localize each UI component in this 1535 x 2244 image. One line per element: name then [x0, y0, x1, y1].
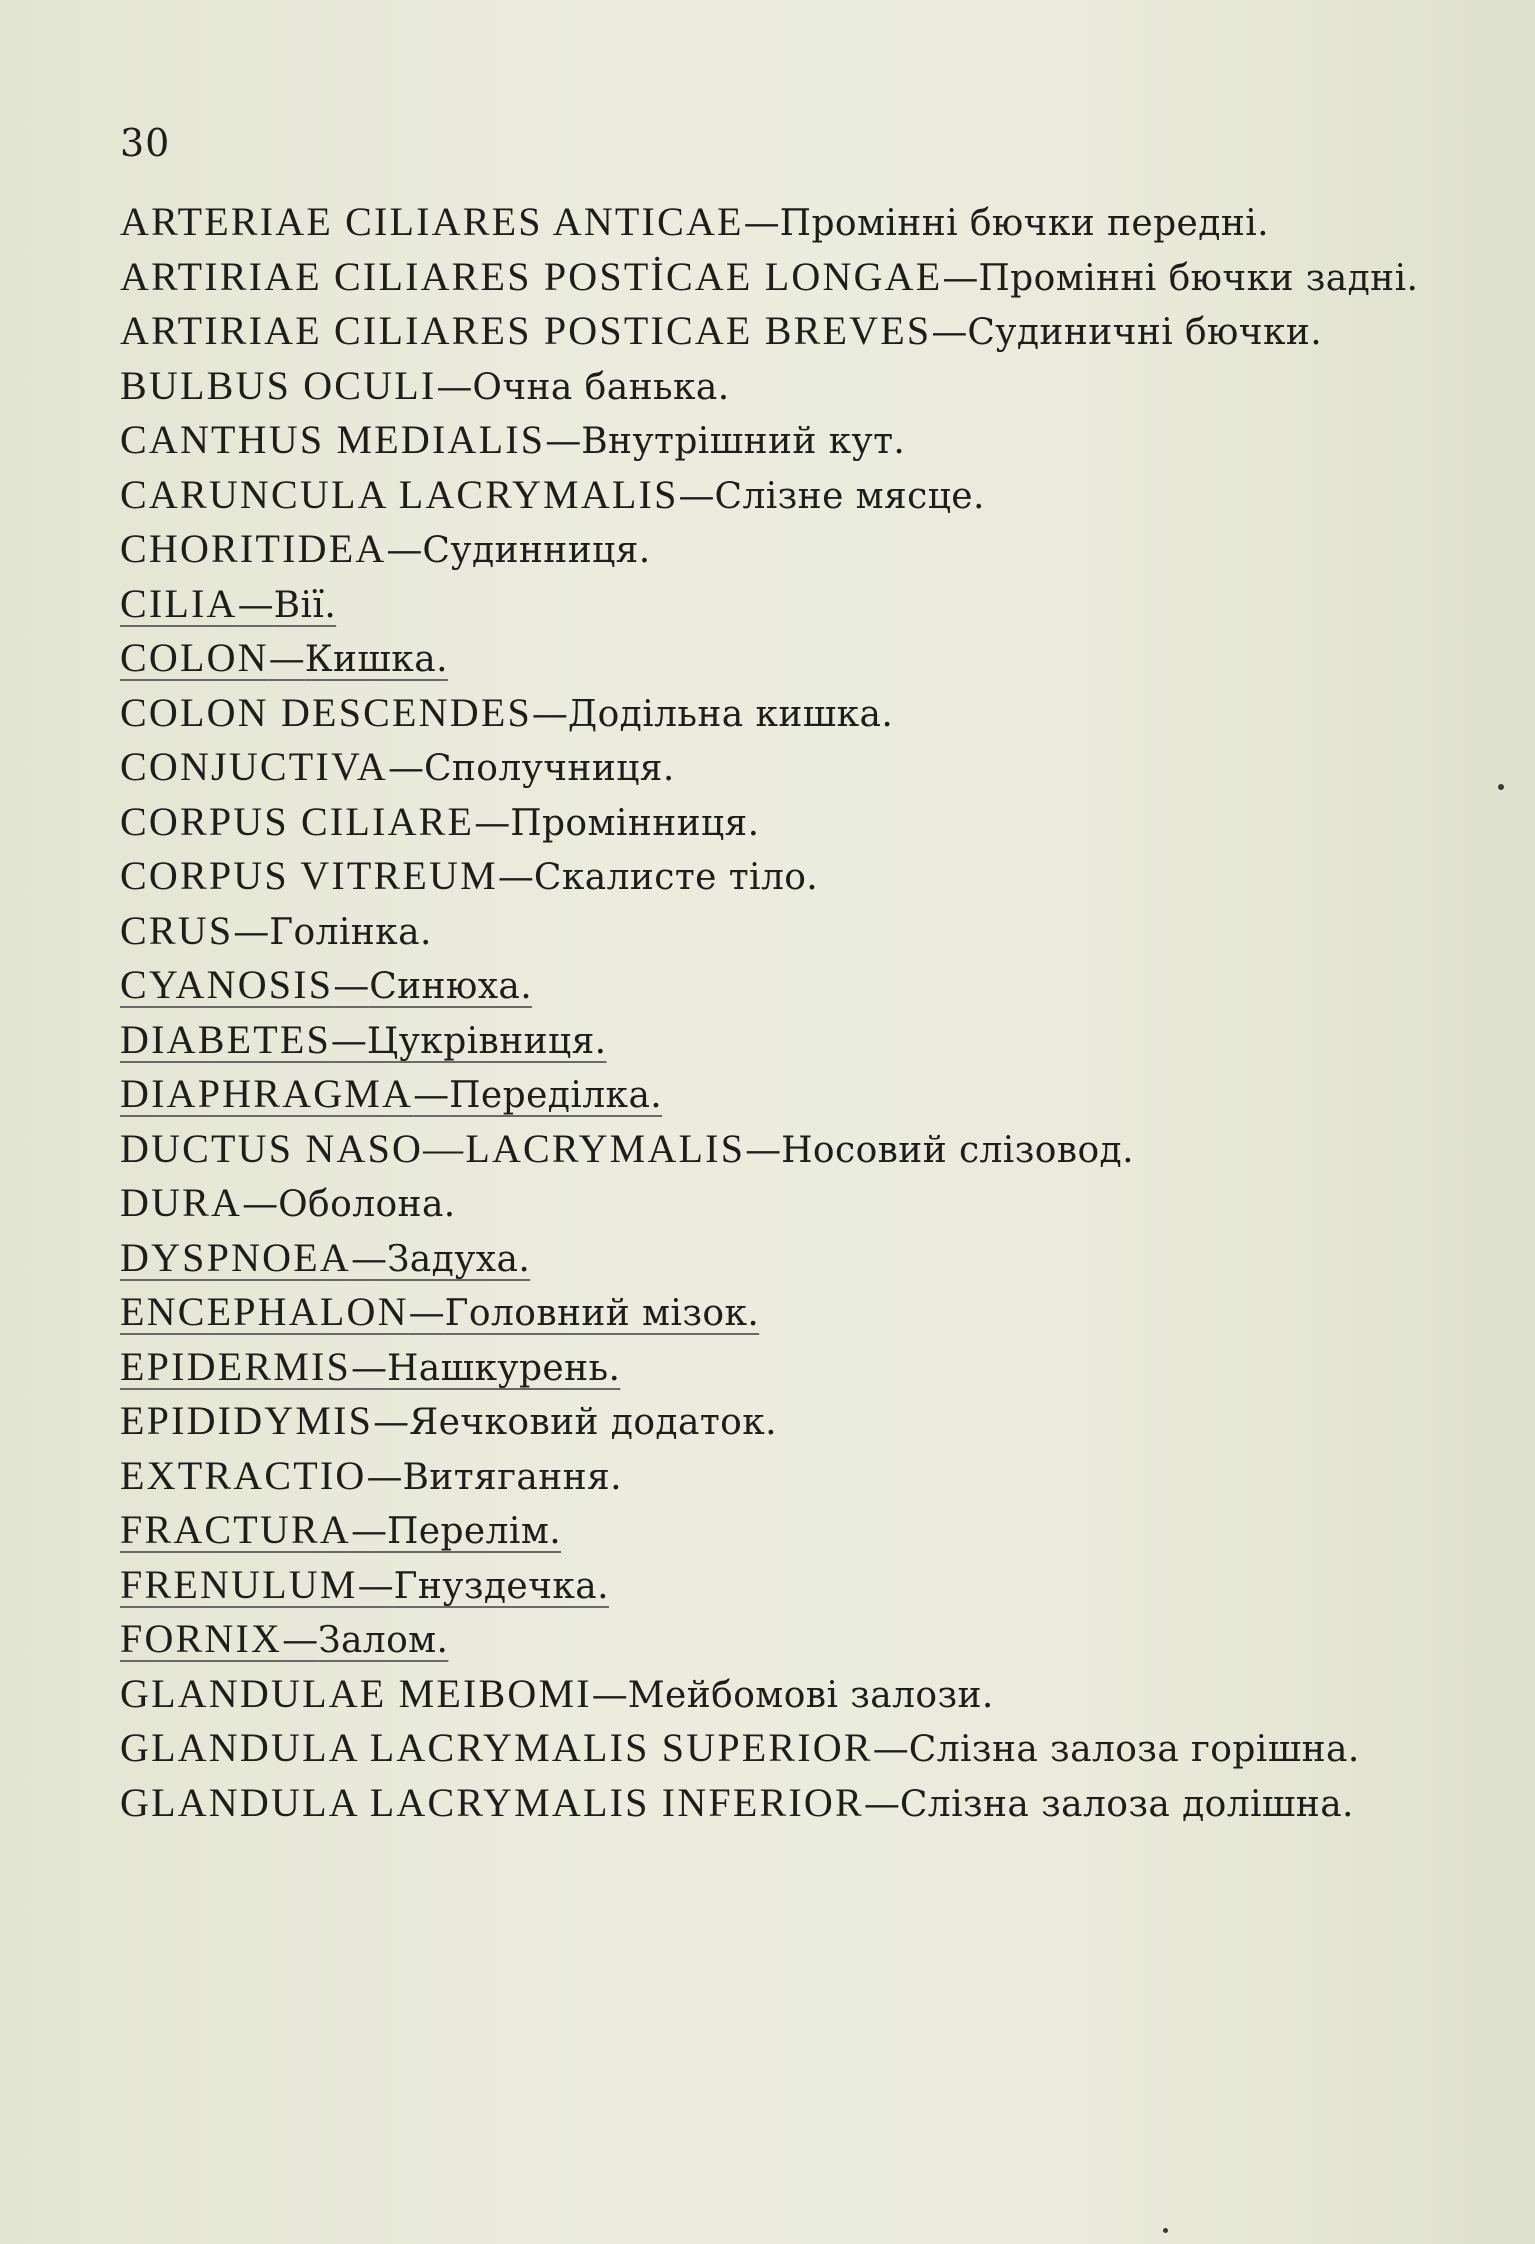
ukrainian-translation: Промінні бючки задні. — [978, 257, 1419, 299]
latin-term: CILIA — [120, 580, 238, 626]
ukrainian-translation: Яечковий додаток. — [409, 1402, 777, 1443]
latin-term: FRENULUM — [120, 1561, 358, 1607]
glossary-entry — [120, 632, 1430, 687]
entry-dash: — — [872, 1729, 909, 1770]
ukrainian-translation: Переділка. — [449, 1075, 663, 1116]
glossary-entry — [120, 687, 1430, 742]
latin-term: DUCTUS NASO—LACRYMALIS — [120, 1125, 746, 1171]
glossary-entry — [120, 796, 1430, 851]
entry-dash: — — [474, 802, 511, 844]
glossary-entry — [120, 414, 1430, 469]
latin-term: CYANOSIS — [120, 962, 334, 1007]
glossary-entry — [120, 251, 1430, 306]
glossary-entry — [120, 741, 1430, 796]
glossary-entry — [120, 305, 1430, 360]
entry-dash: — — [413, 1075, 450, 1116]
latin-term: CONJUCTIVA — [120, 744, 388, 789]
ukrainian-translation: Нашкурень. — [386, 1347, 621, 1389]
latin-term: COLON — [120, 635, 269, 680]
glossary-entry — [120, 1123, 1430, 1178]
entry-dash: — — [863, 1783, 900, 1825]
latin-term: GLANDULAE MEIBOMI — [120, 1670, 592, 1716]
entry-dash: — — [333, 966, 370, 1007]
ukrainian-translation: Слізна залоза долішна. — [899, 1783, 1354, 1825]
glossary-entry — [120, 959, 1430, 1014]
ukrainian-translation: Голінка. — [269, 911, 432, 953]
ukrainian-translation: Задуха. — [386, 1238, 531, 1280]
entry-dash: — — [942, 257, 979, 299]
ukrainian-translation: Слізна залоза горішна. — [908, 1729, 1360, 1770]
entry-dash: — — [591, 1674, 628, 1716]
entry-dash: — — [531, 693, 568, 735]
latin-term: CHORITIDEA — [120, 526, 387, 571]
ukrainian-translation: Додільна кишка. — [567, 693, 894, 735]
latin-term: DIAPHRAGMA — [120, 1071, 414, 1116]
glossary-entry — [120, 578, 1430, 633]
glossary-entry — [120, 1014, 1430, 1069]
latin-term: CORPUS CILIARE — [120, 798, 475, 844]
glossary-entry — [120, 1286, 1430, 1341]
entry-dash: — — [350, 1511, 387, 1552]
glossary-entry — [120, 850, 1430, 905]
ukrainian-translation: Витягання. — [402, 1456, 622, 1498]
entry-dash: — — [242, 1184, 279, 1225]
glossary-entry — [120, 196, 1430, 251]
glossary-entry — [120, 1450, 1430, 1505]
latin-term: FRACTURA — [120, 1507, 351, 1552]
latin-term: EPIDIDYMIS — [120, 1398, 374, 1443]
latin-term: CANTHUS MEDIALIS — [120, 417, 546, 462]
ukrainian-translation: Вії. — [273, 584, 337, 626]
entry-dash: — — [678, 475, 715, 517]
latin-term: ARTERIAE CILIARES ANTICAE — [120, 199, 744, 244]
glossary-entry — [120, 1395, 1430, 1450]
glossary-entry — [120, 360, 1430, 415]
ukrainian-translation: Залом. — [318, 1620, 449, 1661]
glossary-entry — [120, 1722, 1430, 1777]
ukrainian-translation: Сполучниця. — [423, 748, 675, 789]
entry-dash: — — [350, 1238, 387, 1280]
latin-term: CRUS — [120, 907, 234, 953]
latin-term: ARTIRIAE CILIARES POSTICAE BREVES — [120, 308, 932, 353]
glossary-entry — [120, 1559, 1430, 1614]
latin-term: DURA — [120, 1180, 243, 1225]
entry-dash: — — [931, 312, 968, 353]
latin-term: EXTRACTIO — [120, 1452, 367, 1498]
glossary-entry — [120, 1504, 1430, 1559]
latin-term: EPIDERMIS — [120, 1343, 351, 1389]
glossary-entry — [120, 1232, 1430, 1287]
entry-dash: — — [268, 639, 305, 680]
entry-dash: — — [387, 748, 424, 789]
page-number: 30 — [120, 121, 171, 165]
ukrainian-translation: Судиничні бючки. — [967, 312, 1323, 353]
glossary-entry — [120, 1613, 1430, 1668]
print-speck — [1498, 784, 1504, 790]
glossary-entry — [120, 1777, 1430, 1832]
entry-dash: — — [497, 857, 534, 898]
latin-term: FORNIX — [120, 1616, 283, 1661]
entry-dash: — — [330, 1020, 367, 1062]
print-speck — [1163, 2228, 1168, 2233]
glossary-entry — [120, 1341, 1430, 1396]
latin-term: GLANDULA LACRYMALIS SUPERIOR — [120, 1725, 873, 1770]
glossary-entry — [120, 1177, 1430, 1232]
latin-term: ARTIRIAE CILIARES POSTİCAE LONGAE — [120, 253, 943, 299]
entry-dash: — — [386, 530, 423, 571]
entry-dash: — — [282, 1620, 319, 1661]
entry-dash: — — [408, 1293, 445, 1334]
glossary-entry — [120, 1068, 1430, 1123]
latin-term: DYSPNOEA — [120, 1234, 351, 1280]
entry-dash: — — [233, 911, 270, 953]
ukrainian-translation: Слізне мясце. — [714, 475, 985, 517]
glossary-entry — [120, 469, 1430, 524]
entry-dash: — — [373, 1402, 410, 1443]
latin-term: BULBUS OCULI — [120, 362, 437, 408]
ukrainian-translation: Головний мізок. — [444, 1293, 760, 1334]
ukrainian-translation: Судинниця. — [422, 530, 651, 571]
ukrainian-translation: Носовий слізовод. — [781, 1129, 1134, 1171]
latin-term: CORPUS VITREUM — [120, 853, 498, 898]
ukrainian-translation: Перелім. — [386, 1511, 562, 1552]
latin-term: GLANDULA LACRYMALIS INFERIOR — [120, 1779, 864, 1825]
entry-dash: — — [745, 1129, 782, 1171]
glossary-entry — [120, 905, 1430, 960]
ukrainian-translation: Промінні бючки передні. — [779, 203, 1269, 244]
latin-term: DIABETES — [120, 1016, 331, 1062]
entry-dash: — — [743, 203, 780, 244]
latin-term: ENCEPHALON — [120, 1289, 409, 1334]
ukrainian-translation: Синюха. — [369, 966, 533, 1007]
latin-term: CARUNCULA LACRYMALIS — [120, 471, 679, 517]
latin-term: COLON DESCENDES — [120, 689, 532, 735]
entry-dash: — — [357, 1565, 394, 1607]
entry-dash: — — [350, 1347, 387, 1389]
ukrainian-translation: Скалисте тіло. — [533, 857, 819, 898]
entry-dash: — — [545, 421, 582, 462]
glossary-list — [120, 196, 1430, 1831]
entry-dash: — — [366, 1456, 403, 1498]
ukrainian-translation: Гнуздечка. — [393, 1565, 609, 1607]
ukrainian-translation: Мейбомові залози. — [627, 1674, 994, 1716]
glossary-entry — [120, 1668, 1430, 1723]
ukrainian-translation: Оболона. — [278, 1184, 456, 1225]
entry-dash: — — [436, 366, 473, 408]
ukrainian-translation: Очна банька. — [472, 366, 730, 408]
ukrainian-translation: Цукрівниця. — [366, 1020, 607, 1062]
glossary-entry — [120, 523, 1430, 578]
ukrainian-translation: Промінниця. — [510, 802, 760, 844]
ukrainian-translation: Кишка. — [304, 639, 448, 680]
entry-dash: — — [237, 584, 274, 626]
ukrainian-translation: Внутрішний кут. — [581, 421, 906, 462]
